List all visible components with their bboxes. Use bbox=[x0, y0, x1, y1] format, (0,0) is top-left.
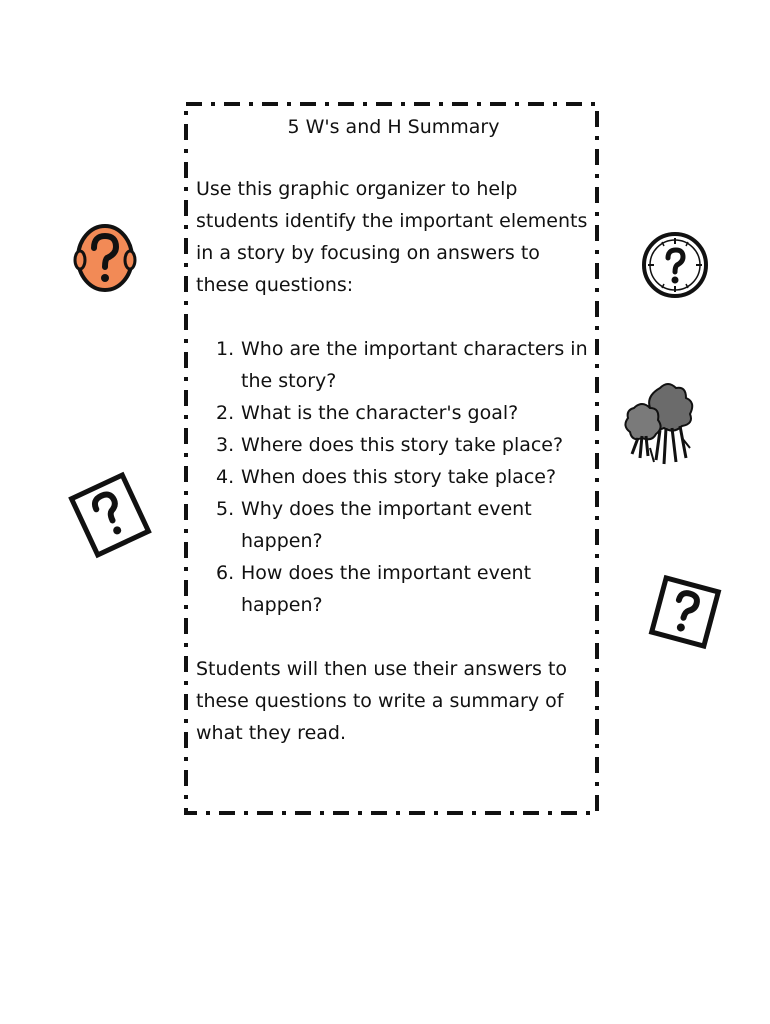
card-content bbox=[196, 114, 591, 749]
intro-paragraph: Use this graphic organizer to help students identify the important elements in a story by focusing on answers to these questions: bbox=[196, 178, 588, 296]
question-number: 3. bbox=[216, 434, 235, 456]
page-title: 5 W's and H Summary bbox=[287, 116, 500, 138]
summary-card bbox=[184, 102, 599, 815]
question-text: Where does this story take place? bbox=[241, 434, 564, 456]
question-box-icon bbox=[644, 570, 726, 654]
list-item bbox=[216, 461, 591, 493]
question-number: 4. bbox=[216, 466, 235, 488]
question-clock-icon bbox=[641, 231, 709, 299]
question-number: 5. bbox=[216, 498, 235, 520]
question-box-icon bbox=[66, 470, 154, 560]
question-text: When does this story take place? bbox=[241, 466, 557, 488]
question-number: 2. bbox=[216, 402, 235, 424]
question-text: Who are the important characters in the story? bbox=[241, 338, 588, 392]
question-text: Why does the important event happen? bbox=[241, 498, 532, 552]
outro-paragraph: Students will then use their answers to these questions to write a summary of what they read. bbox=[196, 658, 568, 744]
list-item bbox=[216, 493, 591, 557]
question-text: What is the character's goal? bbox=[241, 402, 519, 424]
question-number: 6. bbox=[216, 562, 235, 584]
question-head-icon bbox=[72, 220, 138, 294]
list-item bbox=[216, 397, 591, 429]
question-number: 1. bbox=[216, 338, 235, 360]
trees-icon bbox=[620, 378, 702, 470]
list-item bbox=[216, 557, 591, 621]
question-list bbox=[196, 333, 591, 621]
list-item bbox=[216, 429, 591, 461]
list-item bbox=[216, 333, 591, 397]
question-text: How does the important event happen? bbox=[241, 562, 532, 616]
